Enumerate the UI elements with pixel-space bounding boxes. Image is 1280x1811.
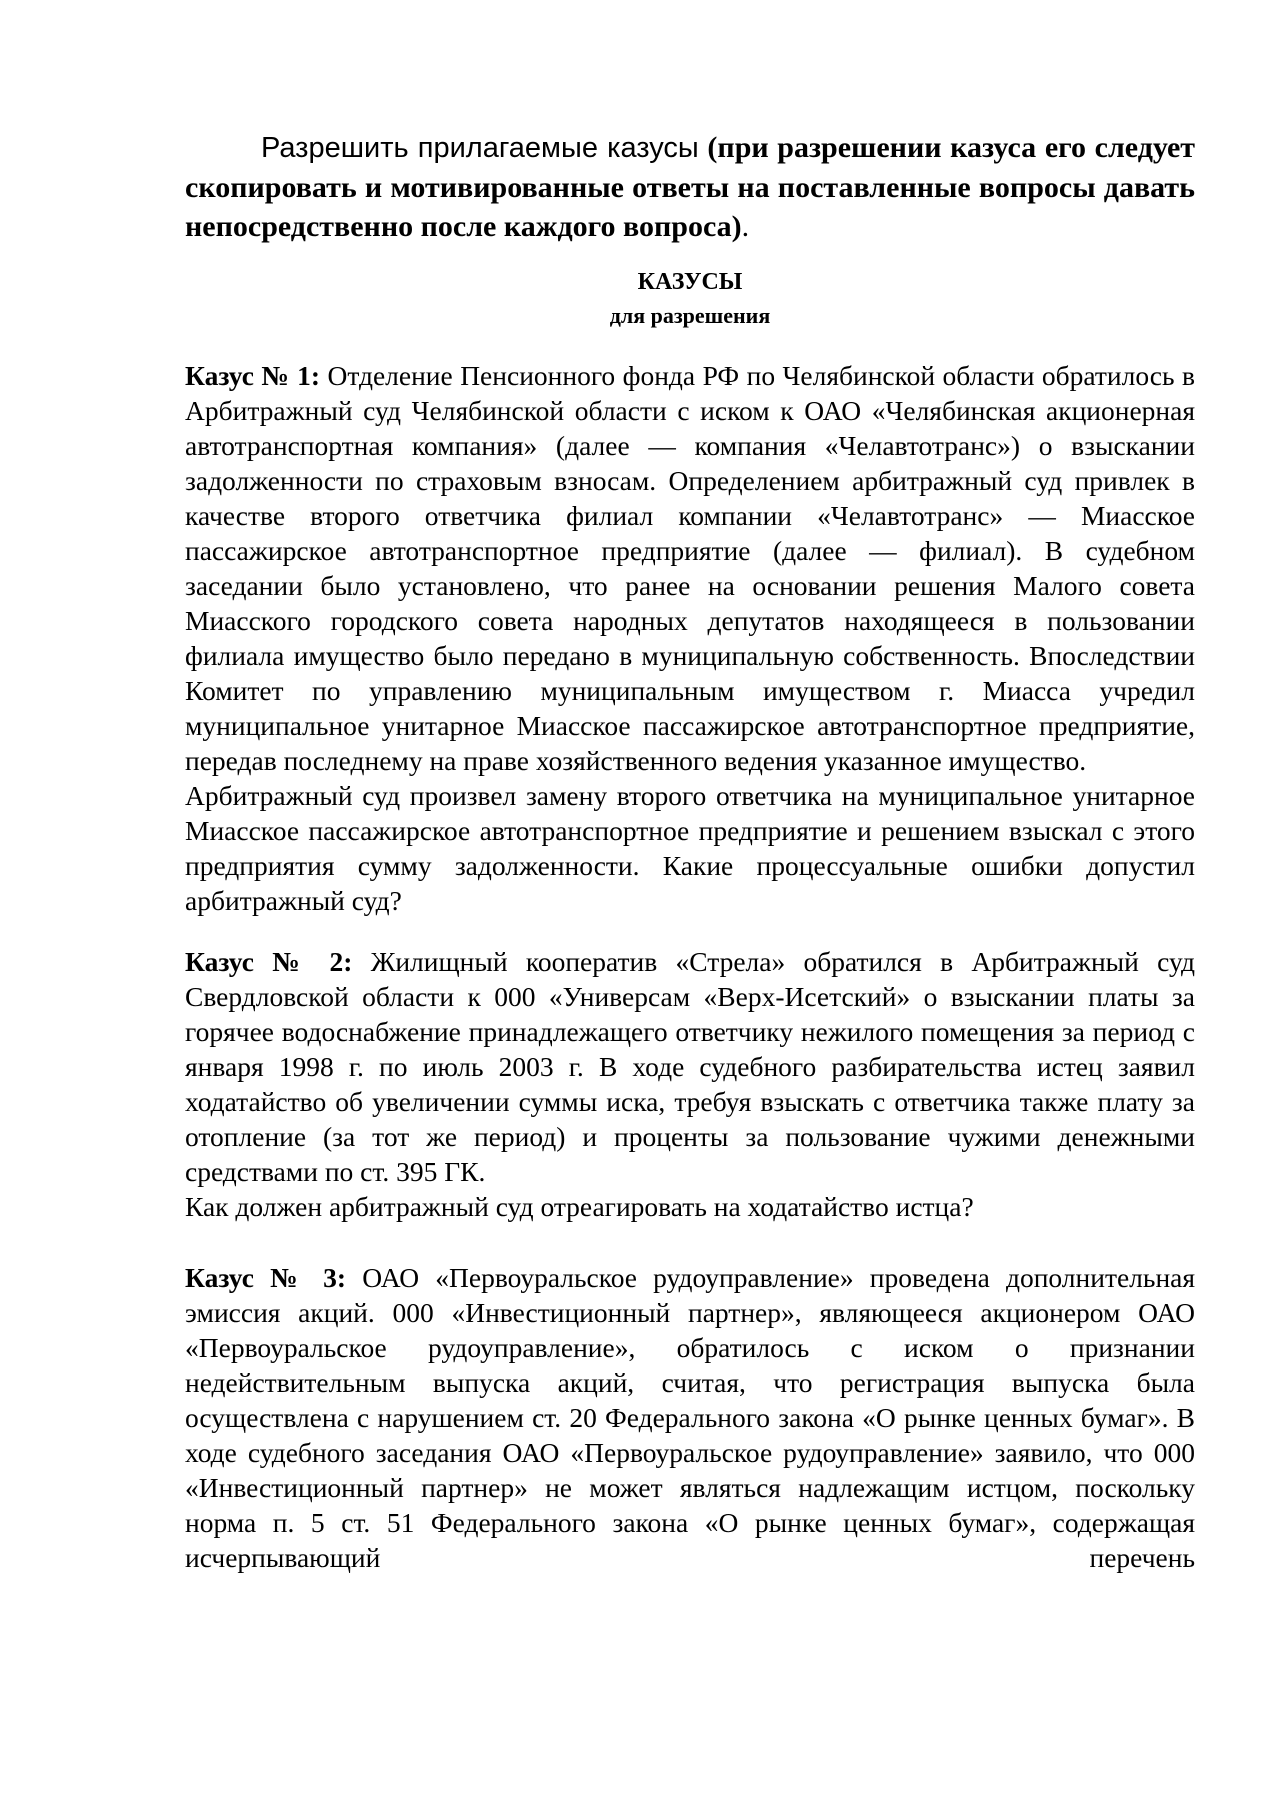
case-1: [185, 358, 1195, 918]
intro-paragraph: [185, 128, 1195, 246]
case-2-text-1: Жилищный кооператив «Стрела» обратился в Арбитражный суд Свердловской области к 000 «Универсам «Верх-Исетский» о взыскании платы за горячее водоснабжение принадлежащего ответчику нежилого помещения за период с января 1998 г. по июль 2003 г. В ходе судебного разбирательства истец заявил ходатайство об увеличении суммы иска, требуя взыскать с ответчика также плату за отопление (за тот же период) и проценты за пользование чужими денежными средствами по ст. 395 ГК.: [185, 946, 1196, 1187]
case-1-paragraph-2: Арбитражный суд произвел замену второго ответчика на муниципальное унитарное Миасское пассажирское автотранспортное предприятие и решением взыскал с этого предприятия сумму задолженности. Какие процессуальные ошибки допустил арбитражный суд?: [185, 780, 1195, 916]
case-3-paragraph-1: [185, 1260, 1195, 1575]
document-page: [185, 128, 1195, 1575]
case-3: [185, 1260, 1195, 1575]
case-1-label: Казус № 1:: [185, 360, 320, 391]
intro-end: .: [741, 210, 750, 243]
case-1-paragraph-1: [185, 358, 1195, 778]
case-2: [185, 944, 1195, 1224]
heading-subtitle: для разрешения: [609, 303, 771, 328]
case-3-text-1: ОАО «Первоуральское рудоуправление» проведена дополнительная эмиссия акций. 000 «Инвестиционный партнер», являющееся акционером ОАО «Первоуральское рудоуправление», обратилось с иском о признании недействительным выпуска акций, считая, что регистрация выпуска была осуществлена с нарушением ст. 20 Федерального закона «О рынке ценных бумаг». В ходе судебного заседания ОАО «Первоуральское рудоуправление» заявило, что 000 «Инвестиционный партнер» не может являться надлежащим истцом, поскольку норма п. 5 ст. 51 Федерального закона «О рынке ценных бумаг», содержащая исчерпывающий перечень: [185, 1262, 1196, 1573]
intro-lead: Разрешить прилагаемые казусы: [261, 132, 699, 164]
case-2-paragraph-2: Как должен арбитражный суд отреагировать на ходатайство истца?: [185, 1191, 974, 1222]
case-2-paragraph-1: [185, 944, 1195, 1189]
case-3-label: Казус № 3:: [185, 1262, 347, 1293]
heading-title: КАЗУСЫ: [637, 269, 743, 295]
case-1-text-1: Отделение Пенсионного фонда РФ по Челябинской области обратилось в Арбитражный суд Челябинской области с иском к ОАО «Челябинская акционерная автотранспортная компания» (далее — компания «Челавтотранс») о взыскании задолженности по страховым взносам. Определением арбитражный суд привлек в качестве второго ответчика филиал компании «Челавтотранс» — Миасское пассажирское автотранспортное предприятие (далее — филиал). В судебном заседании было установлено, что ранее на основании решения Малого совета Миасского городского совета народных депутатов находящееся в пользовании филиала имущество было передано в муниципальную собственность. Впоследствии Комитет по управлению муниципальным имуществом г. Миасса учредил муниципальное унитарное Миасское пассажирское автотранспортное предприятие, передав последнему на праве хозяйственного ведения указанное имущество.: [185, 360, 1196, 776]
case-2-label: Казус № 2:: [185, 946, 353, 977]
intro-bold-instruction: (при разрешении казуса его следует скопировать и мотивированные ответы на поставленные вопросы давать непосредственно после каждого вопроса): [185, 131, 1196, 243]
